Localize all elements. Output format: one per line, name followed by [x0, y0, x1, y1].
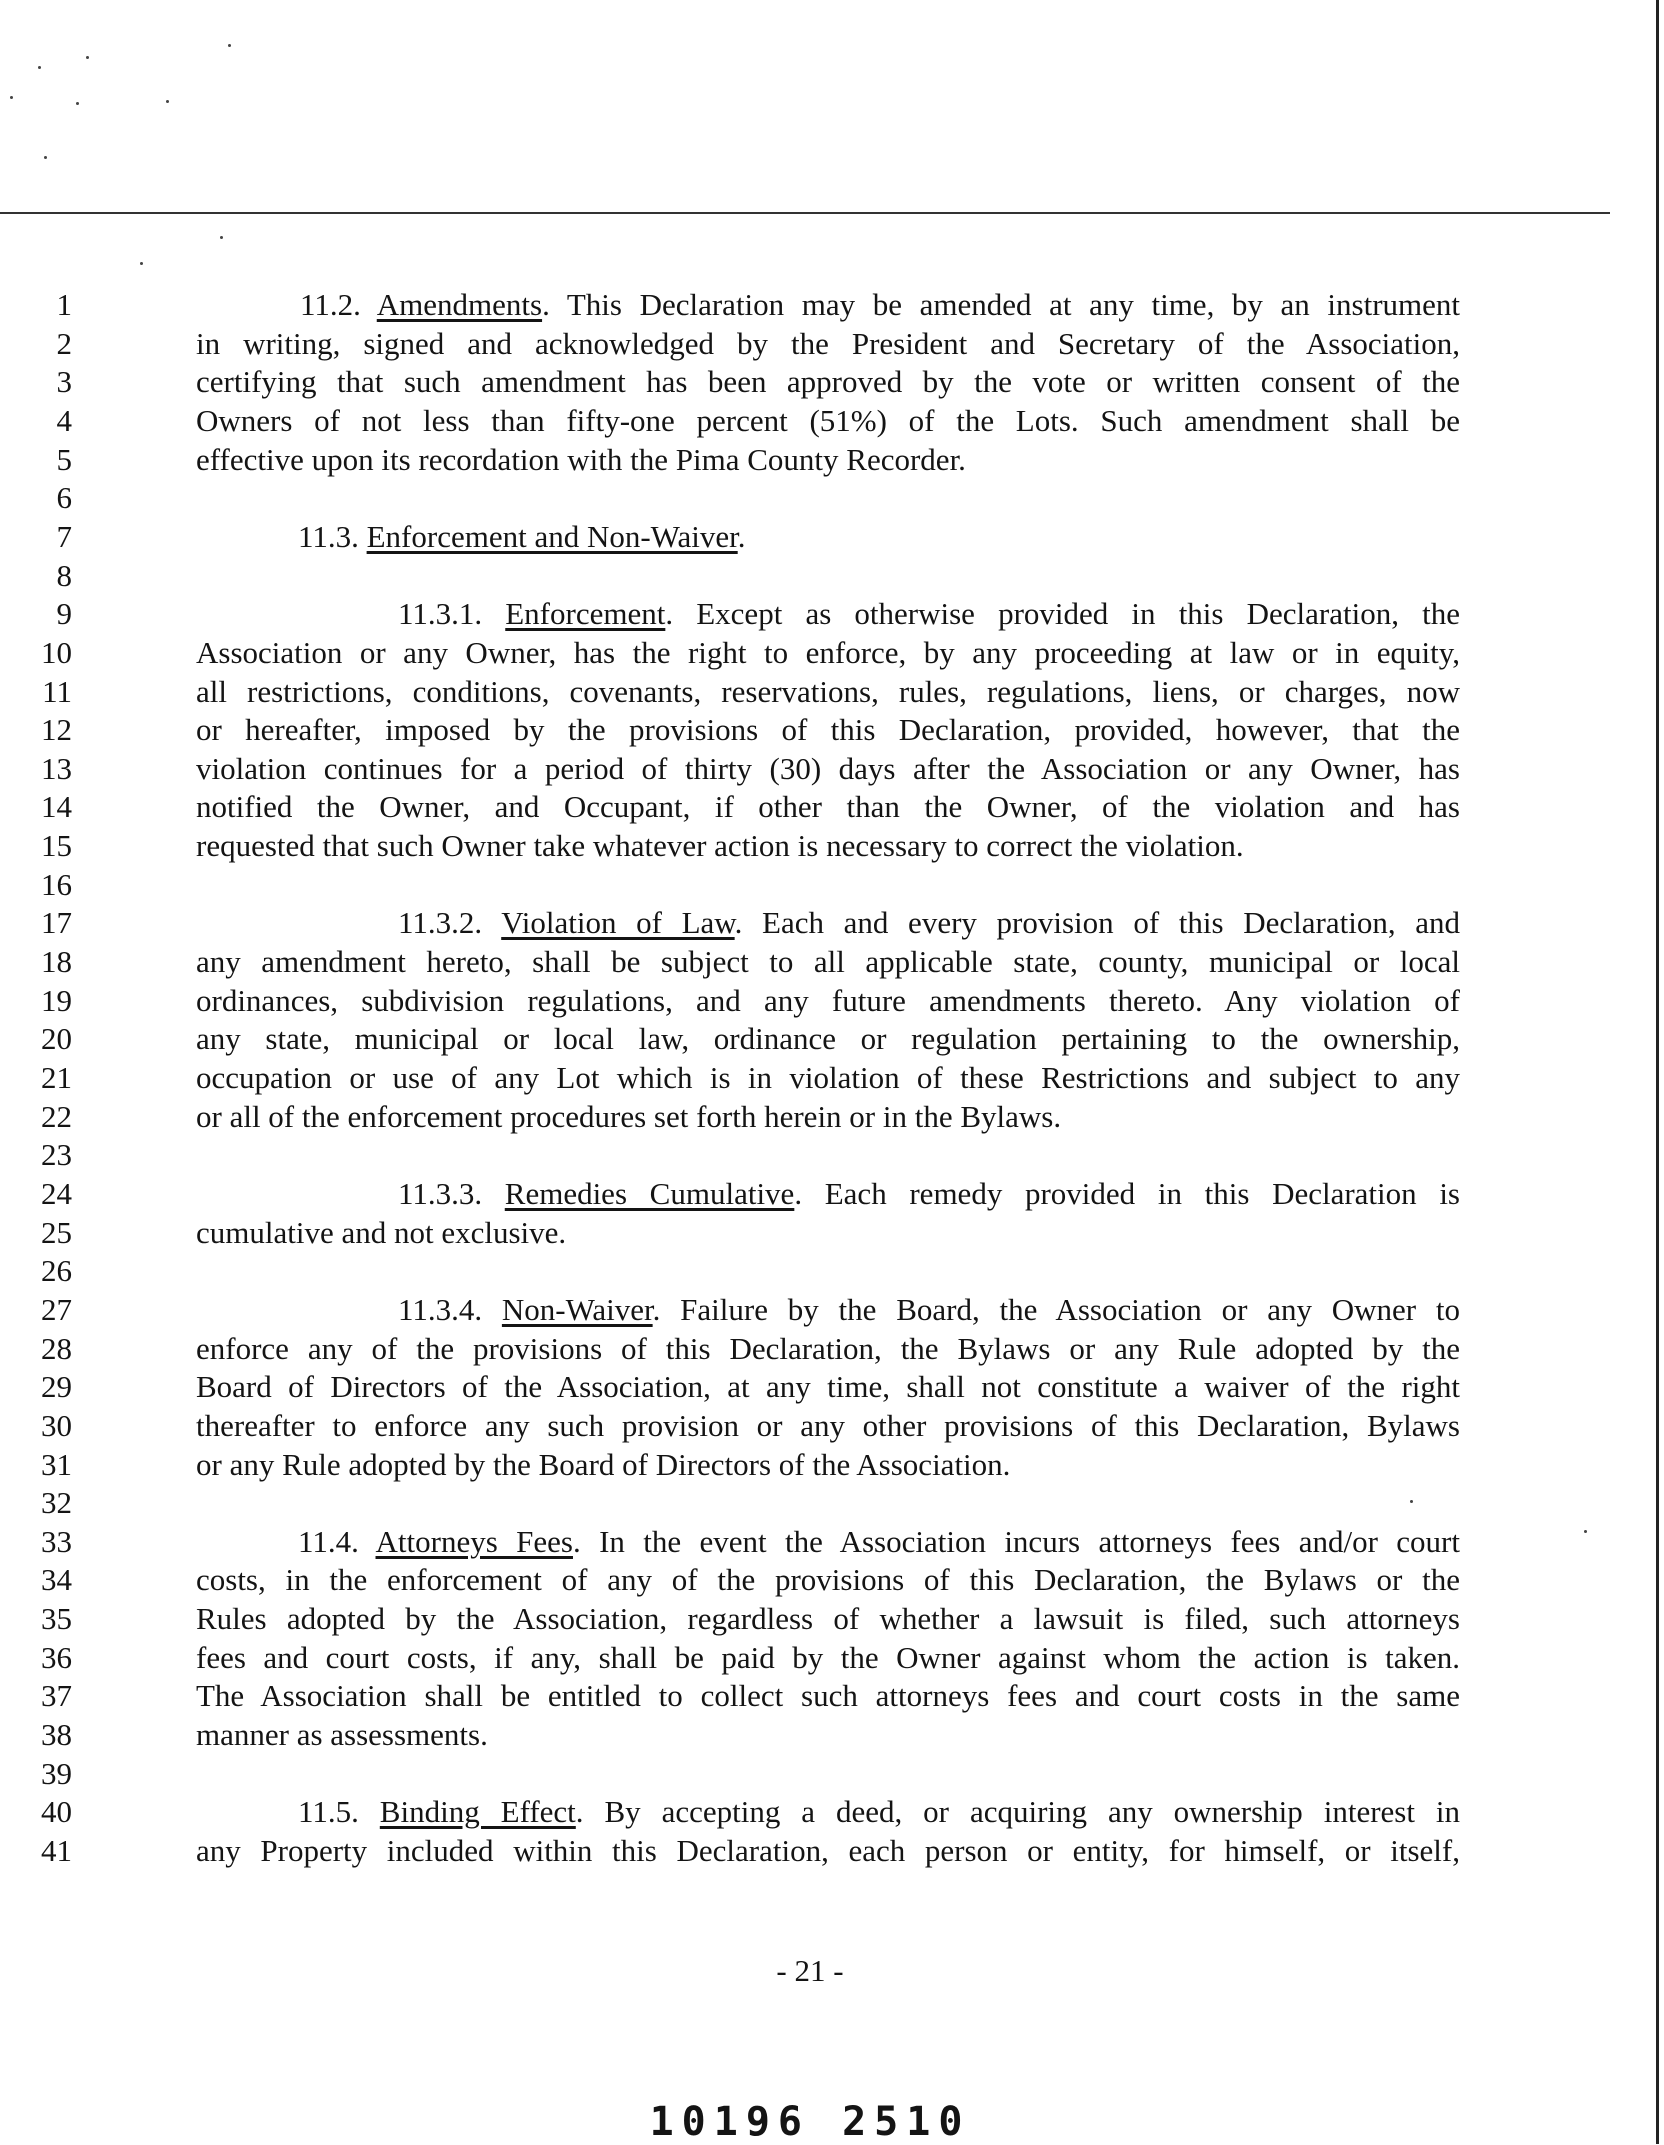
line-number: 19	[41, 983, 72, 1018]
line-number: 21	[41, 1060, 72, 1095]
text-line	[196, 1561, 1460, 1598]
line-number: 37	[41, 1678, 72, 1713]
text-line	[398, 1175, 1460, 1212]
scan-speck	[228, 44, 231, 47]
text-run: fees and court costs, if any, shall be paid by the Owner against whom the action is taken.	[196, 1640, 1460, 1675]
text-run: 11.3.4.	[398, 1292, 502, 1327]
text-line	[196, 1368, 1460, 1405]
text-line	[196, 1446, 1460, 1483]
line-number: 11	[42, 674, 72, 709]
line-number: 12	[41, 712, 72, 747]
line-number: 14	[41, 789, 72, 824]
text-line	[398, 1291, 1460, 1328]
text-line	[196, 1716, 1460, 1753]
scan-speck	[1584, 1530, 1587, 1533]
text-run: Rules adopted by the Association, regardless of whether a lawsuit is filed, such attorneys	[196, 1601, 1460, 1636]
text-run: any state, municipal or local law, ordinance or regulation pertaining to the ownership,	[196, 1021, 1460, 1056]
line-number: 4	[56, 403, 72, 438]
line-number: 29	[41, 1369, 72, 1404]
text-line	[196, 1600, 1460, 1637]
page-number: - 21 -	[776, 1953, 844, 1988]
scan-speck	[140, 262, 143, 265]
section-heading: Enforcement	[505, 596, 666, 631]
text-run: Board of Directors of the Association, at any time, shall not constitute a waiver of the right	[196, 1369, 1460, 1404]
text-line	[196, 711, 1460, 748]
line-number: 7	[56, 519, 72, 554]
text-run: 11.4.	[298, 1524, 376, 1559]
scan-speck	[86, 56, 89, 59]
scan-speck	[1410, 1500, 1413, 1503]
text-run: manner as assessments.	[196, 1717, 488, 1752]
text-run: in writing, signed and acknowledged by the President and Secretary of the Association,	[196, 326, 1460, 361]
scan-speck	[166, 100, 169, 103]
scan-speck	[220, 236, 223, 239]
section-heading: Remedies Cumulative	[504, 1176, 795, 1211]
line-number: 13	[41, 751, 72, 786]
text-line	[196, 634, 1460, 671]
text-run: or all of the enforcement procedures set forth herein or in the Bylaws.	[196, 1099, 1062, 1134]
line-number: 35	[41, 1601, 72, 1636]
text-run: occupation or use of any Lot which is in violation of these Restrictions and subject to any	[196, 1060, 1460, 1095]
section-heading: Non-Waiver	[501, 1292, 653, 1327]
text-run: thereafter to enforce any such provision or any other provisions of this Declaration, Bylaws	[196, 1408, 1460, 1443]
text-line	[196, 750, 1460, 787]
text-run: 11.3.3.	[398, 1176, 505, 1211]
section-heading: Enforcement and Non-Waiver	[366, 519, 738, 554]
text-run: . This Declaration may be amended at any time, by an instrument	[542, 287, 1460, 322]
text-line	[196, 1214, 1460, 1251]
text-line	[196, 1059, 1460, 1096]
line-number: 5	[56, 442, 72, 477]
text-run: . Each and every provision of this Declaration, and	[734, 905, 1460, 940]
text-line	[196, 441, 1460, 478]
line-number: 9	[56, 596, 72, 631]
text-run: certifying that such amendment has been approved by the vote or written consent of the	[196, 364, 1460, 399]
text-run: . In the event the Association incurs attorneys fees and/or court	[572, 1524, 1460, 1559]
text-line	[196, 325, 1460, 362]
line-number: 8	[56, 558, 72, 593]
page-edge-rule	[1656, 0, 1659, 2144]
text-run: . By accepting a deed, or acquiring any ownership interest in	[575, 1794, 1461, 1829]
line-number: 24	[41, 1176, 72, 1211]
line-number: 17	[41, 905, 72, 940]
text-line	[196, 943, 1460, 980]
text-run: requested that such Owner take whatever action is necessary to correct the violation.	[196, 828, 1244, 863]
line-number: 10	[41, 635, 72, 670]
text-run: Association or any Owner, has the right to enforce, by any proceeding at law or in equity,	[196, 635, 1460, 670]
text-run: cumulative and not exclusive.	[196, 1215, 567, 1250]
recording-number: 10196 2510	[649, 2099, 971, 2145]
text-run: notified the Owner, and Occupant, if other than the Owner, of the violation and has	[196, 789, 1460, 824]
line-number: 20	[41, 1021, 72, 1056]
text-run: effective upon its recordation with the Pima County Recorder.	[196, 442, 966, 477]
text-line	[196, 1639, 1460, 1676]
line-number: 3	[56, 364, 72, 399]
text-run: The Association shall be entitled to collect such attorneys fees and court costs in the same	[196, 1678, 1460, 1713]
text-run: or hereafter, imposed by the provisions of this Declaration, provided, however, that the	[196, 712, 1460, 747]
text-line	[196, 1020, 1460, 1057]
line-number: 25	[41, 1215, 72, 1250]
line-number: 31	[41, 1447, 72, 1482]
text-run: any amendment hereto, shall be subject to all applicable state, county, municipal or local	[196, 944, 1460, 979]
text-run: violation continues for a period of thirty (30) days after the Association or any Owner, has	[196, 751, 1460, 786]
text-line	[298, 1793, 1460, 1830]
text-run: 11.3.	[298, 519, 367, 554]
text-line	[196, 402, 1460, 439]
text-line	[196, 673, 1460, 710]
line-number: 2	[56, 326, 72, 361]
text-line	[196, 827, 1460, 864]
line-number: 15	[41, 828, 72, 863]
text-line	[398, 595, 1460, 632]
text-run: .	[737, 519, 746, 554]
text-run: 11.3.1.	[398, 596, 506, 631]
text-run: or any Rule adopted by the Board of Directors of the Association.	[196, 1447, 1011, 1482]
text-line	[298, 518, 1460, 555]
line-number: 41	[41, 1833, 72, 1868]
line-number: 33	[41, 1524, 72, 1559]
text-line	[196, 982, 1460, 1019]
text-line	[196, 1330, 1460, 1367]
text-line	[300, 286, 1460, 323]
text-run: enforce any of the provisions of this Declaration, the Bylaws or any Rule adopted by the	[196, 1331, 1460, 1366]
text-run: . Failure by the Board, the Association or any Owner to	[652, 1292, 1460, 1327]
line-number: 6	[56, 480, 72, 515]
text-line	[196, 1098, 1460, 1135]
text-line	[196, 1677, 1460, 1714]
section-heading: Violation of Law	[501, 905, 735, 940]
text-run: Owners of not less than fifty-one percent (51%) of the Lots. Such amendment shall be	[196, 403, 1460, 438]
text-line	[196, 1832, 1460, 1869]
scan-speck	[44, 156, 47, 159]
text-run: 11.3.2.	[398, 905, 502, 940]
line-number: 23	[41, 1137, 72, 1172]
text-run: all restrictions, conditions, covenants, reservations, rules, regulations, liens, or charges, now	[196, 674, 1460, 709]
line-number: 16	[41, 867, 72, 902]
line-number: 36	[41, 1640, 72, 1675]
text-run: any Property included within this Declaration, each person or entity, for himself, or itself,	[196, 1833, 1460, 1868]
line-number: 40	[41, 1794, 72, 1829]
section-heading: Attorneys Fees	[375, 1524, 573, 1559]
text-run: costs, in the enforcement of any of the provisions of this Declaration, the Bylaws or the	[196, 1562, 1460, 1597]
line-number: 26	[41, 1253, 72, 1288]
text-run: . Each remedy provided in this Declaration is	[794, 1176, 1460, 1211]
line-number: 32	[41, 1485, 72, 1520]
line-number: 38	[41, 1717, 72, 1752]
line-number: 18	[41, 944, 72, 979]
line-number: 22	[41, 1099, 72, 1134]
text-run: 11.5.	[298, 1794, 380, 1829]
scan-speck	[38, 66, 41, 69]
top-rule	[0, 212, 1610, 214]
section-heading: Binding Effect	[379, 1794, 576, 1829]
text-run: ordinances, subdivision regulations, and any future amendments thereto. Any violation of	[196, 983, 1460, 1018]
line-number: 28	[41, 1331, 72, 1366]
section-heading: Amendments	[376, 287, 543, 322]
text-line	[298, 1523, 1460, 1560]
text-line	[196, 788, 1460, 825]
scan-speck	[10, 96, 13, 99]
text-run: . Except as otherwise provided in this Declaration, the	[665, 596, 1460, 631]
scan-speck	[76, 102, 79, 105]
text-line	[196, 363, 1460, 400]
line-number: 34	[41, 1562, 72, 1597]
text-line	[398, 904, 1460, 941]
line-number: 1	[56, 287, 72, 322]
line-number: 27	[41, 1292, 72, 1327]
text-run: 11.2.	[300, 287, 377, 322]
text-line	[196, 1407, 1460, 1444]
line-number: 30	[41, 1408, 72, 1443]
line-number: 39	[41, 1756, 72, 1791]
